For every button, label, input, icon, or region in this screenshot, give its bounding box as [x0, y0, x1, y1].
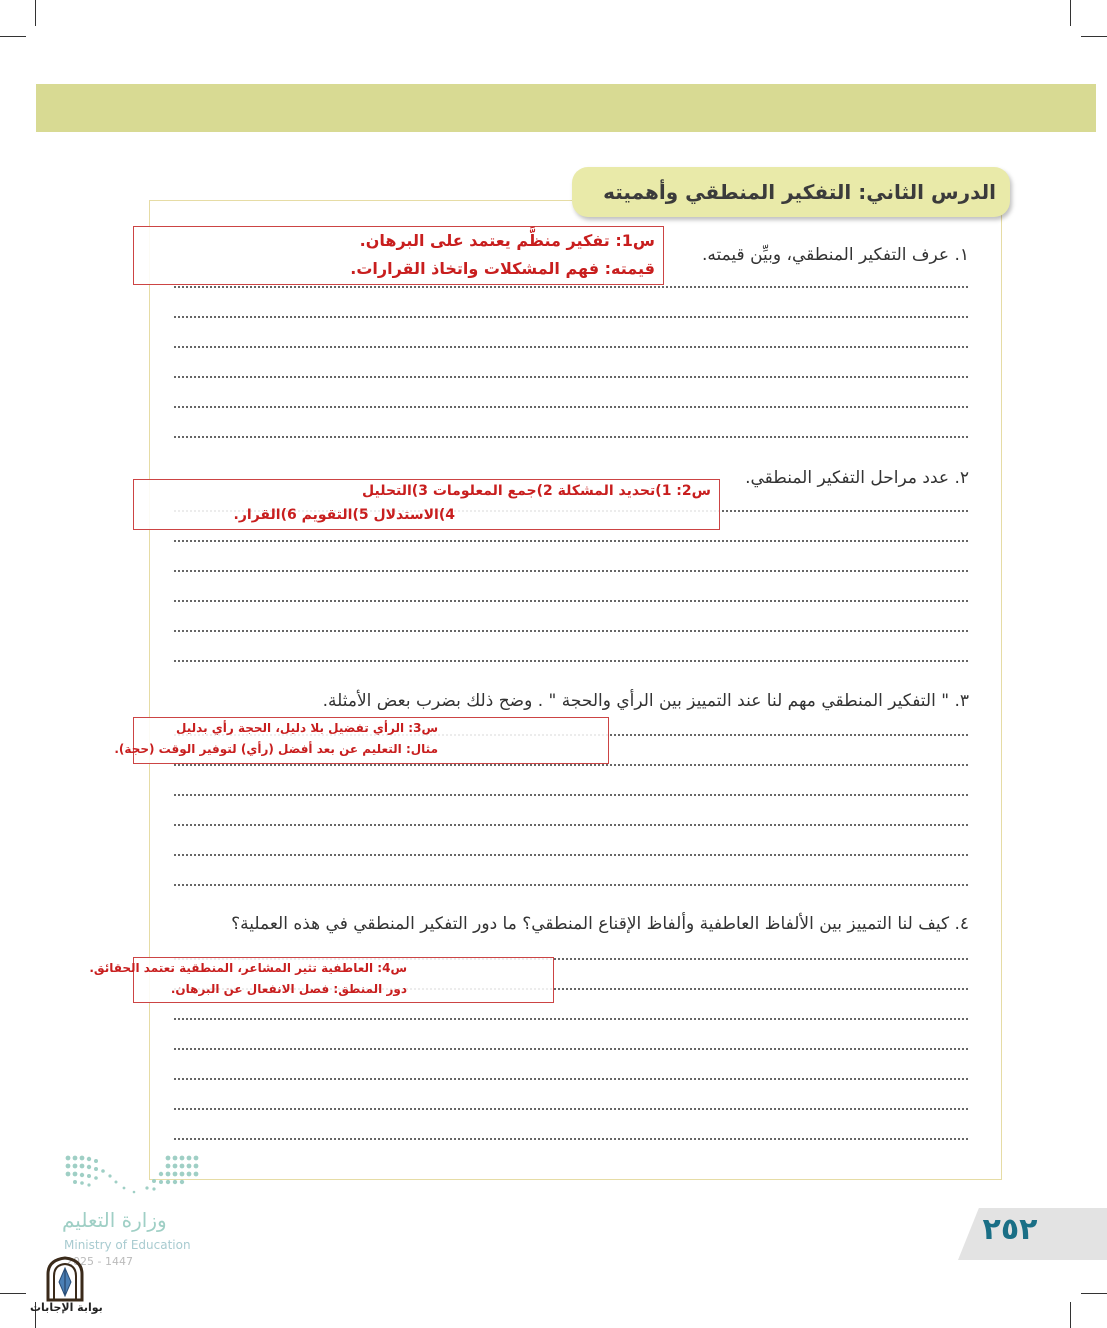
- answer-line: [174, 346, 968, 348]
- answer-line: [174, 1078, 968, 1080]
- answer-3-line-2: مثال: التعليم عن بعد أفضل (رأي) لتوفير الوقت (حجة).: [114, 742, 438, 756]
- answer-line: [174, 630, 968, 632]
- answer-line: [174, 1108, 968, 1110]
- ministry-name-english: Ministry of Education: [64, 1238, 191, 1252]
- ministry-logo-dots: [64, 1152, 200, 1198]
- crop-mark: [35, 0, 36, 26]
- question-4: ٤. كيف لنا التمييز بين الألفاظ العاطفية وألفاظ الإقناع المنطقي؟ ما دور التفكير المنطقي في هذه العملية؟: [231, 914, 969, 934]
- top-color-band: [36, 84, 1096, 132]
- answer-line: [174, 406, 968, 408]
- crop-mark: [1070, 0, 1071, 26]
- ministry-name-arabic: وزارة التعليم: [62, 1208, 167, 1232]
- answer-line: [174, 854, 968, 856]
- question-1: ١. عرف التفكير المنطقي، وبيِّن قيمته.: [701, 245, 969, 265]
- answer-1-line-2: قيمته: فهم المشكلات واتخاذ القرارات.: [350, 259, 655, 278]
- ministry-year: 2025 - 1447: [66, 1255, 133, 1268]
- answer-line: [174, 1048, 968, 1050]
- portal-logo-icon: [44, 1256, 86, 1302]
- crop-mark: [1070, 1302, 1071, 1328]
- answer-line: [174, 884, 968, 886]
- answer-4-line-2: دور المنطق: فصل الانفعال عن البرهان.: [170, 982, 407, 996]
- crop-mark: [0, 36, 26, 37]
- answer-line: [174, 436, 968, 438]
- portal-name: بوابة الإجابات: [30, 1301, 103, 1314]
- crop-mark: [0, 1293, 26, 1294]
- crop-mark: [1081, 1293, 1107, 1294]
- question-2: ٢. عدد مراحل التفكير المنطقي.: [745, 468, 969, 488]
- crop-mark: [1081, 36, 1107, 37]
- answer-line: [174, 286, 968, 288]
- answer-2-line-1: س2: 1)تحديد المشكلة 2)جمع المعلومات 3)التحليل: [362, 483, 711, 499]
- answer-line: [174, 660, 968, 662]
- answer-line: [174, 540, 968, 542]
- answer-line: [174, 1018, 968, 1020]
- answer-line: [174, 1138, 968, 1140]
- answer-line: [174, 570, 968, 572]
- answer-box-3: [114, 717, 609, 764]
- answer-line: [174, 824, 968, 826]
- lesson-title-tab: [572, 167, 1010, 217]
- lesson-title: الدرس الثاني: التفكير المنطقي وأهميته: [603, 180, 996, 204]
- answer-line: [174, 600, 968, 602]
- answer-box-4: [89, 957, 554, 1003]
- answer-box-2: [133, 479, 720, 530]
- page-number: ٢٥٢: [982, 1212, 1038, 1247]
- answer-line: [174, 794, 968, 796]
- answer-line: [174, 316, 968, 318]
- answer-line: [174, 764, 968, 766]
- answer-1-line-1: س1: تفكير منظَّم يعتمد على البرهان.: [359, 231, 655, 250]
- question-3: ٣. " التفكير المنطقي مهم لنا عند التمييز بين الرأي والحجة " . وضح ذلك بضرب بعض الأمثلة.: [322, 691, 969, 711]
- answer-2-line-2: 4)الاستدلال 5)التقويم 6)القرار.: [233, 507, 455, 523]
- answer-box-1: [133, 226, 664, 285]
- answer-4-line-1: س4: العاطفية تثير المشاعر، المنطقية تعتمد الحقائق.: [89, 961, 407, 975]
- answer-3-line-1: س3: الرأي تفضيل بلا دليل، الحجة رأي بدليل: [176, 721, 438, 735]
- answer-line: [174, 376, 968, 378]
